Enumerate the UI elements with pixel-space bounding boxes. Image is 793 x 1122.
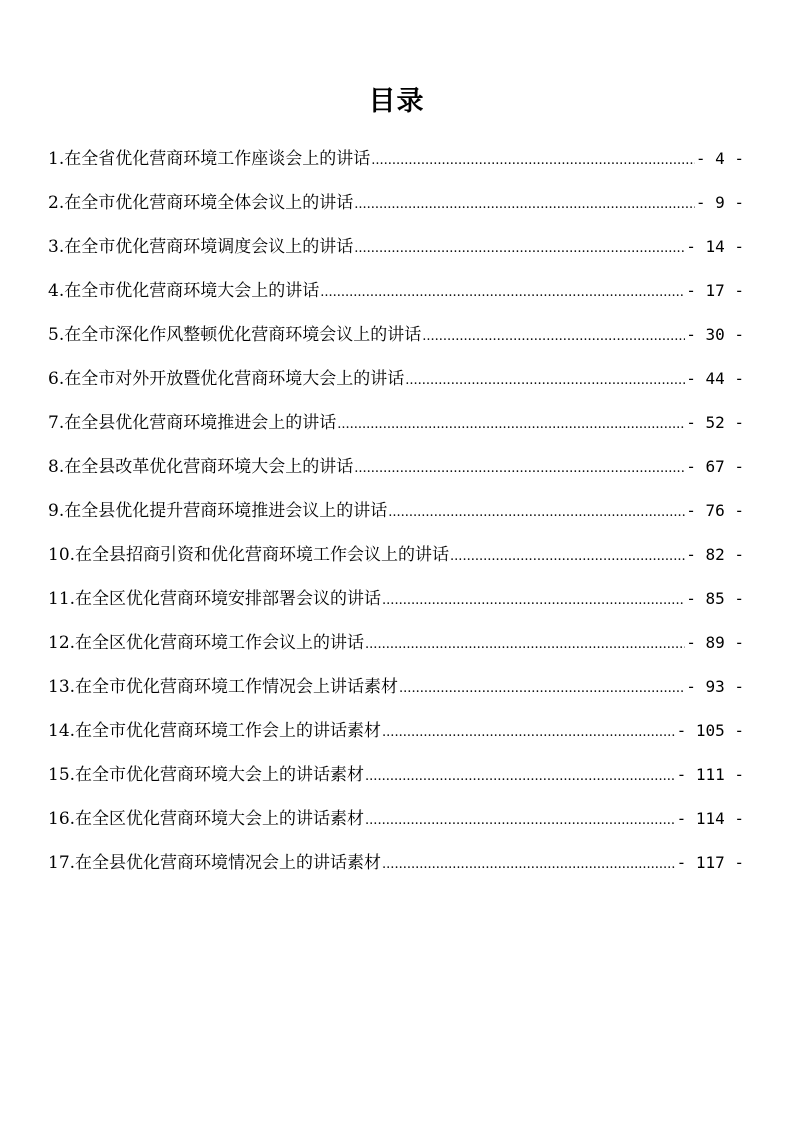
toc-entry-title: 4.在全市优化营商环境大会上的讲话: [48, 281, 320, 301]
toc-entry[interactable]: [48, 845, 744, 889]
toc-entry-title: 17.在全县优化营商环境情况会上的讲话素材: [48, 853, 382, 873]
toc-entry[interactable]: [48, 229, 744, 273]
toc-entry-page-number: - 4 -: [695, 149, 744, 168]
toc-entry-page-number: - 117 -: [676, 853, 744, 872]
toc-entry-page-number: - 76 -: [686, 501, 744, 520]
toc-entry-page-number: - 30 -: [686, 325, 744, 344]
toc-entry-page-number: - 114 -: [676, 809, 744, 828]
toc-dot-leader: [450, 539, 685, 575]
toc-entry-title: 5.在全市深化作风整顿优化营商环境会议上的讲话: [48, 325, 422, 345]
toc-entry[interactable]: [48, 537, 744, 581]
toc-entry-page-number: - 93 -: [686, 677, 744, 696]
toc-entry-page-number: - 111 -: [676, 765, 744, 784]
toc-dot-leader: [354, 187, 695, 223]
toc-entry[interactable]: [48, 141, 744, 185]
toc-entry[interactable]: [48, 625, 744, 669]
toc-dot-leader: [365, 759, 676, 795]
toc-dot-leader: [320, 275, 685, 311]
toc-entry-title: 16.在全区优化营商环境大会上的讲话素材: [48, 809, 365, 829]
toc-entry-title: 2.在全市优化营商环境全体会议上的讲话: [48, 193, 354, 213]
toc-entry-page-number: - 82 -: [686, 545, 744, 564]
toc-entry-page-number: - 52 -: [686, 413, 744, 432]
toc-entry-page-number: - 17 -: [686, 281, 744, 300]
toc-entry-page-number: - 85 -: [686, 589, 744, 608]
toc-entry-title: 8.在全县改革优化营商环境大会上的讲话: [48, 457, 354, 477]
toc-entry-page-number: - 67 -: [686, 457, 744, 476]
toc-entry[interactable]: [48, 581, 744, 625]
toc-entry-page-number: - 9 -: [695, 193, 744, 212]
toc-entry-title: 3.在全市优化营商环境调度会议上的讲话: [48, 237, 354, 257]
toc-entry[interactable]: [48, 273, 744, 317]
toc-dot-leader: [388, 495, 685, 531]
toc-entry-title: 10.在全县招商引资和优化营商环境工作会议上的讲话: [48, 545, 450, 565]
toc-dot-leader: [371, 143, 695, 179]
toc-dot-leader: [382, 847, 676, 883]
toc-entry[interactable]: [48, 449, 744, 493]
toc-dot-leader: [405, 363, 685, 399]
toc-dot-leader: [337, 407, 685, 443]
toc-entry-page-number: - 89 -: [686, 633, 744, 652]
toc-dot-leader: [382, 583, 685, 619]
toc-entry-page-number: - 14 -: [686, 237, 744, 256]
toc-entry-title: 15.在全市优化营商环境大会上的讲话素材: [48, 765, 365, 785]
toc-entry[interactable]: [48, 713, 744, 757]
toc-entry-title: 12.在全区优化营商环境工作会议上的讲话: [48, 633, 365, 653]
toc-dot-leader: [354, 231, 685, 267]
toc-entry-title: 13.在全市优化营商环境工作情况会上讲话素材: [48, 677, 399, 697]
toc-entry-title: 14.在全市优化营商环境工作会上的讲话素材: [48, 721, 382, 741]
toc-entry[interactable]: [48, 757, 744, 801]
toc-entry-title: 1.在全省优化营商环境工作座谈会上的讲话: [48, 149, 371, 169]
toc-entry[interactable]: [48, 801, 744, 845]
toc-entry-page-number: - 44 -: [686, 369, 744, 388]
toc-dot-leader: [382, 715, 676, 751]
toc-title: 目录: [368, 86, 425, 117]
toc-entry[interactable]: [48, 493, 744, 537]
toc-dot-leader: [354, 451, 685, 487]
toc-entry[interactable]: [48, 669, 744, 713]
toc-entry-title: 9.在全县优化提升营商环境推进会议上的讲话: [48, 501, 388, 521]
toc-entry-page-number: - 105 -: [676, 721, 744, 740]
toc-entry[interactable]: [48, 317, 744, 361]
toc-dot-leader: [365, 803, 676, 839]
toc-entry[interactable]: [48, 405, 744, 449]
toc-dot-leader: [365, 627, 685, 663]
toc-entry-title: 7.在全县优化营商环境推进会上的讲话: [48, 413, 337, 433]
toc-entry-title: 6.在全市对外开放暨优化营商环境大会上的讲话: [48, 369, 405, 389]
toc-entry[interactable]: [48, 185, 744, 229]
toc-list: [48, 141, 744, 889]
toc-entry-title: 11.在全区优化营商环境安排部署会议的讲话: [48, 589, 382, 609]
toc-dot-leader: [422, 319, 685, 355]
toc-dot-leader: [399, 671, 685, 707]
toc-entry[interactable]: [48, 361, 744, 405]
